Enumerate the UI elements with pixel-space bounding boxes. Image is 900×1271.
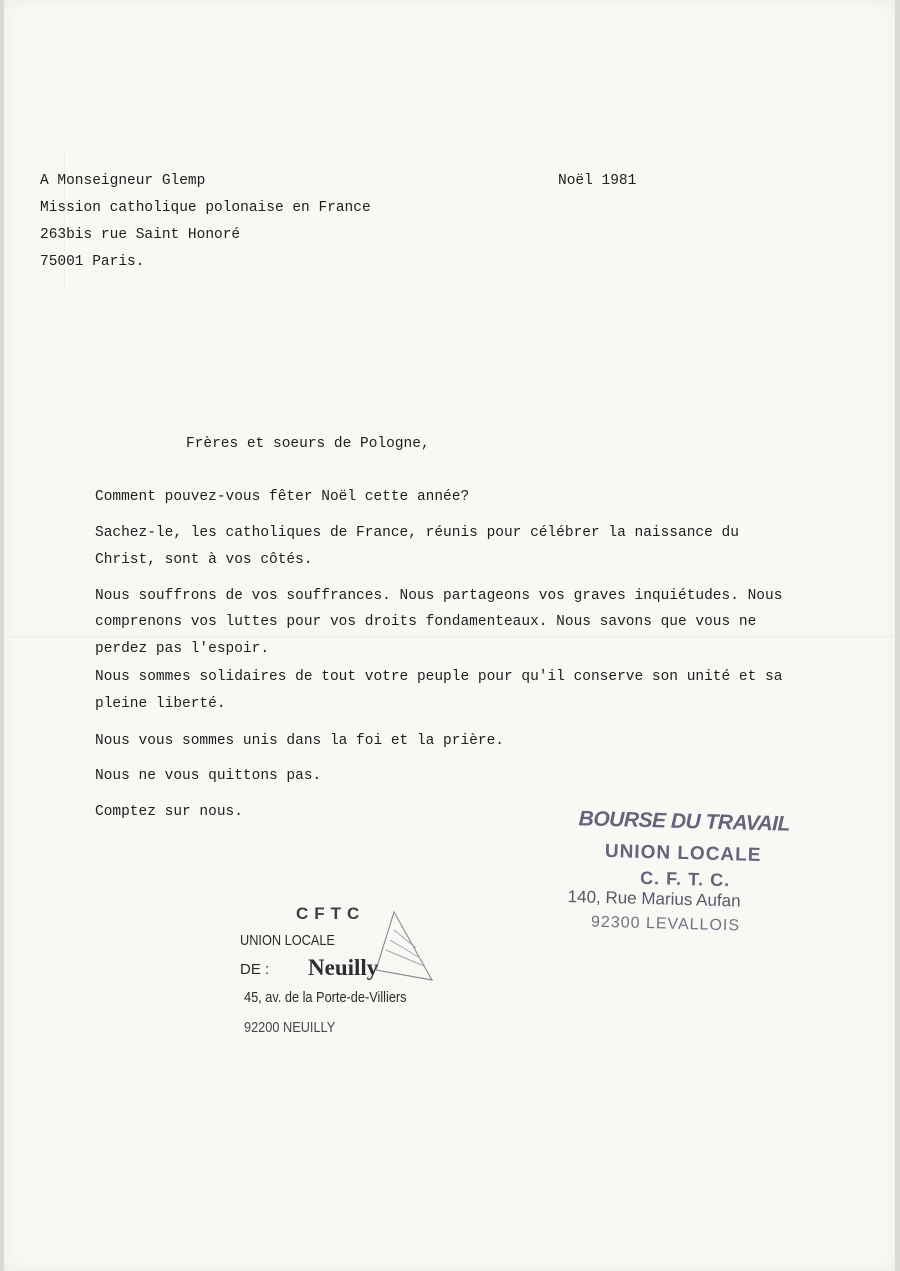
recipient-line-2: Mission catholique polonaise en France (40, 200, 371, 216)
body-line-5: comprenons vos luttes pour vos droits fondamenteaux. Nous savons que vous ne (95, 614, 757, 630)
salutation: Frères et soeurs de Pologne, (186, 436, 430, 452)
letter-page (4, 0, 895, 1271)
stamp-left-de-label: DE : (240, 961, 270, 978)
stamp-left-line-1: UNION LOCALE (240, 932, 335, 949)
body-line-4: Nous souffrons de vos souffrances. Nous partageons vos graves inquiétudes. Nous (95, 588, 783, 604)
letter-date: Noël 1981 (558, 173, 637, 189)
body-line-3: Christ, sont à vos côtés. (95, 552, 313, 568)
body-line-1: Comment pouvez-vous fêter Noël cette année? (95, 489, 470, 505)
stamp-left-city: Neuilly (308, 955, 379, 980)
body-line-2: Sachez-le, les catholiques de France, réunis pour célébrer la naissance du (95, 525, 739, 541)
stamp-right-line-5: 92300 LEVALLOIS (590, 913, 741, 935)
stamp-right-line-3: C. F. T. C. (639, 867, 731, 891)
stamp-right-line-4: 140, Rue Marius Aufan (567, 886, 741, 911)
stamp-left-org: CFTC (296, 904, 366, 923)
body-line-8: pleine liberté. (95, 696, 226, 712)
body-line-7: Nous sommes solidaires de tout votre peuple pour qu'il conserve son unité et sa (95, 669, 783, 685)
body-line-11: Comptez sur nous. (95, 804, 243, 820)
body-line-6: perdez pas l'espoir. (95, 641, 270, 657)
stamp-left-address: 45, av. de la Porte-de-Villiers (244, 989, 407, 1006)
stamp-triangle-logo (374, 910, 434, 990)
stamp-right-line-1: BOURSE DU TRAVAIL (578, 807, 791, 836)
stamp-right-line-2: UNION LOCALE (604, 840, 762, 867)
body-line-10: Nous ne vous quittons pas. (95, 768, 322, 784)
recipient-line-4: 75001 Paris. (40, 254, 145, 270)
recipient-line-3: 263bis rue Saint Honoré (40, 227, 241, 243)
paper-fold-line (4, 636, 895, 638)
stamp-bourse-du-travail (566, 808, 819, 949)
recipient-line-1: A Monseigneur Glemp (40, 173, 206, 189)
body-line-9: Nous vous sommes unis dans la foi et la prière. (95, 733, 504, 749)
stamp-left-postcode: 92200 NEUILLY (244, 1019, 336, 1036)
stamp-cftc-neuilly (236, 900, 496, 1040)
